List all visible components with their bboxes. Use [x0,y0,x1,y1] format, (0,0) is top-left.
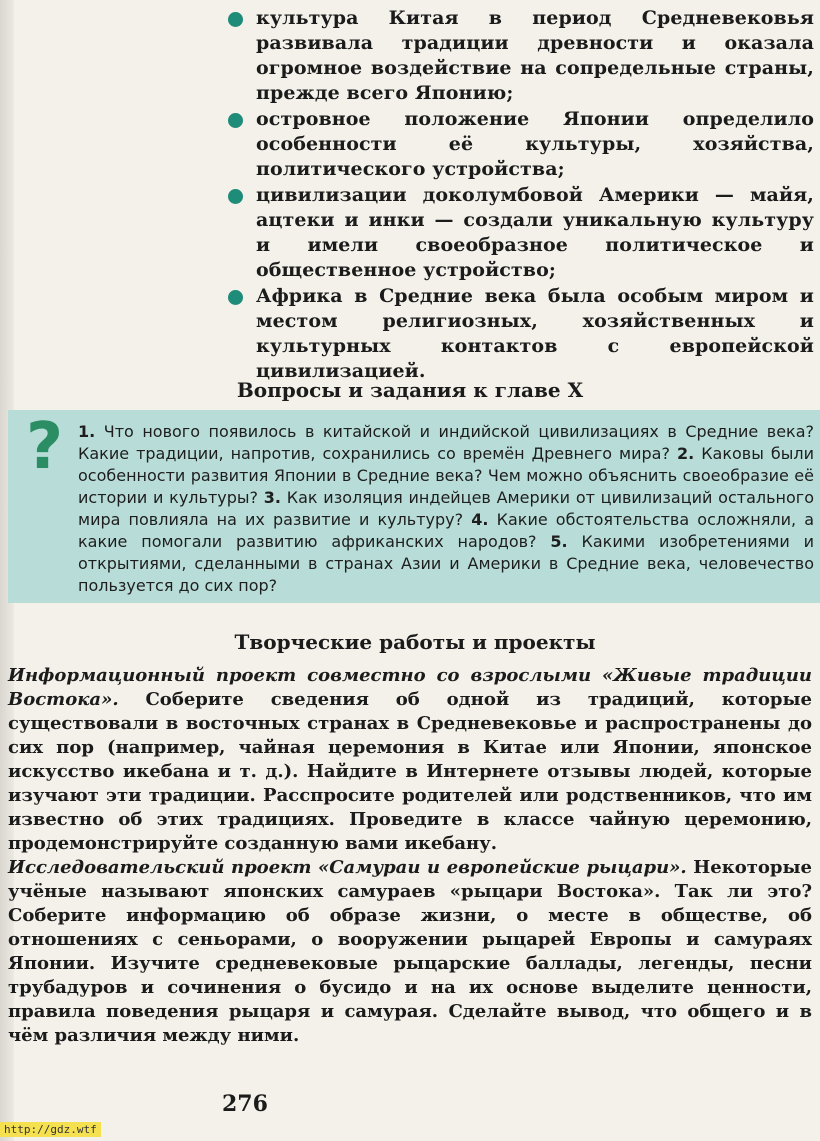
watermark-link[interactable]: http://gdz.wtf [0,1122,101,1137]
bullet-text: Африка в Средние века была особым миром и местом религиозных, хозяйственных и культурных контактов с европейской цивилизацией. [256,285,814,382]
page-number: 276 [222,1091,268,1117]
question-text: Каковы были особенности развития Японии в Средние века? Чем можно объяснить своеобразие её истории и культуры? [78,444,814,507]
question-text: Как изоляция индейцев Америки от цивилизаций остального мира повлияла на их развитие и культуру? [78,488,814,529]
bullet-text: культура Китая в период Средневековья развивала традиции древности и оказала огромное воздействие на сопредельные страны, прежде всего Японию; [256,7,814,104]
question-number: 4. [471,510,489,529]
bullet-icon [228,189,243,204]
questions-heading: Вопросы и задания к главе X [236,378,584,402]
project-text: Некоторые учёные называют японских самураев «рыцари Востока». Так ли это? Соберите информацию об образе жизни, о месте в обществе, об отношениях с сеньорами, о вооружении рыцарей Европы и самураях Японии. Изучите средневековые рыцарские баллады, легенды, песни трубадуров и сочинения о бусидо и на их основе выделите ценности, правила поведения рыцаря и самурая. Сделайте вывод, что общего и в чём различия между ними. [8,857,812,1046]
project-title: Информационный проект совместно со взрослыми «Живые традиции Востока». [8,665,812,710]
bullet-text: цивилизации доколумбовой Америки — майя, ацтеки и инки — создали уникальную культуру и имели своеобразное политическое и общественное устройство; [256,184,814,281]
question-text: Какие обстоятельства осложняли, а какие помогали развитию африканских народов? [78,510,815,551]
question-text: Какими изобретениями и открытиями, сделанными в странах Азии и Америки в Средние века, человечество пользуется до сих пор? [78,532,814,595]
bullet-text: островное положение Японии определило особенности её культуры, хозяйства, политического устройства; [256,108,814,180]
questions-box [8,410,820,603]
question-text: Что нового появилось в китайской и индийской цивилизациях в Средние века? Какие традиции, напротив, сохранились со времён Древнего мира? [78,422,814,463]
list-item [228,6,814,106]
project-paragraph [8,856,812,1048]
list-item [228,107,814,182]
projects-heading: Творческие работы и проекты [234,630,596,654]
project-paragraph [8,664,812,856]
question-mark-icon: ? [26,410,64,484]
project-text: Соберите сведения об одной из традиций, которые существовали в восточных странах в Средневековье и распространены до сих пор (например, чайная церемония в Китае или Японии, японское искусство икебана и т. д.). Найдите в Интернете отзывы людей, которые изучают эти традиции. Расспросите родителей или родственников, что им известно об этих традициях. Проведите в классе чайную церемонию, продемонстрируйте созданную вами икебану. [8,689,812,854]
project-title: Исследовательский проект «Самураи и европейские рыцари». [8,857,687,878]
questions-text [78,421,814,597]
bullet-icon [228,290,243,305]
list-item [228,284,814,384]
question-number: 3. [263,488,281,507]
bullet-icon [228,113,243,128]
list-item [228,183,814,283]
bullet-icon [228,12,243,27]
summary-bullet-list [228,6,814,385]
projects-body [8,664,812,1048]
question-number: 2. [676,444,695,463]
question-number: 5. [550,532,568,551]
question-number: 1. [78,422,96,441]
